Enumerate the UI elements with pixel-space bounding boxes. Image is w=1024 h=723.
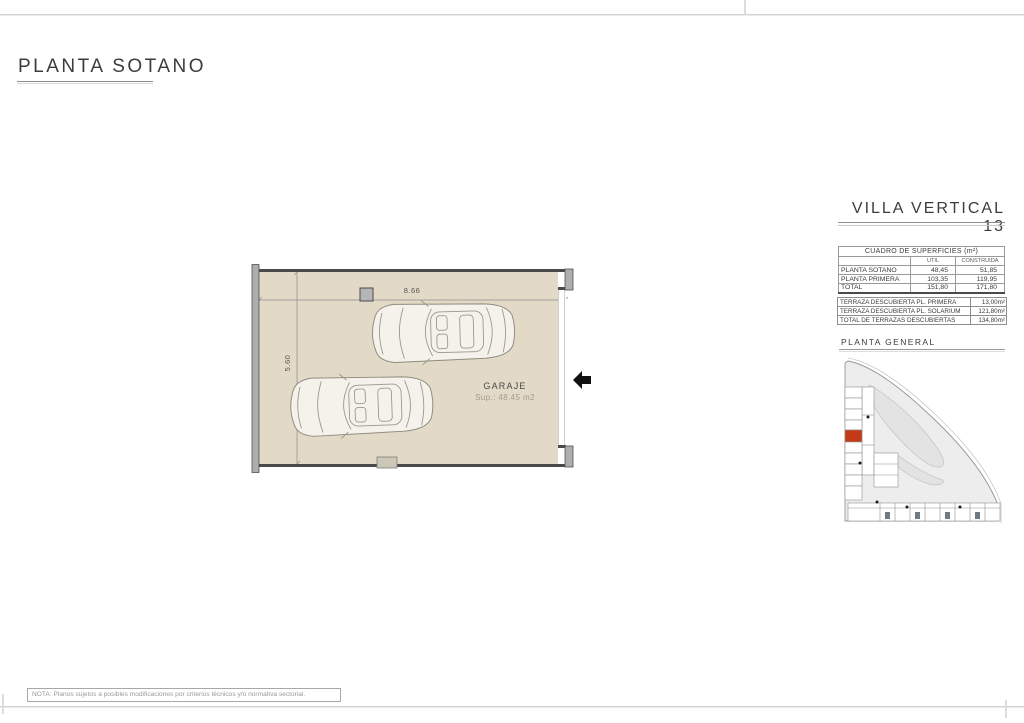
table-row [839, 284, 1005, 293]
row-label: TOTAL DE TERRAZAS DESCUBIERTAS [838, 316, 971, 325]
floor-plan-garage [250, 264, 592, 476]
row-label: PLANTA SOTANO [839, 266, 911, 275]
highlighted-unit [845, 430, 862, 442]
row-label: PLANTA PRIMERA [839, 275, 911, 284]
sheet-title-underline [17, 81, 153, 84]
surfaces-table-title-row [839, 247, 1005, 257]
page-frame-top [0, 14, 1024, 16]
row-value: 13,00m² [971, 298, 1007, 307]
wall-top [259, 269, 573, 272]
row-util: 48,45 [911, 266, 956, 275]
row-construida: 171,80 [956, 284, 1005, 293]
wall-bottom [259, 464, 573, 467]
col-header-util: UTIL [911, 257, 956, 266]
garage-drawing [250, 264, 592, 476]
project-title-underline [838, 222, 1005, 226]
project-title: VILLA VERTICAL 13 [851, 200, 1005, 235]
table-row [838, 298, 1007, 307]
dimension-height-label: 5.60 [283, 354, 292, 372]
wall-right-top [565, 269, 573, 290]
site-plan-title-underline [839, 349, 1005, 352]
sheet-title: PLANTA SOTANO [18, 56, 207, 77]
row-label: TERRAZA DESCUBIERTA PL. SOLARIUM [838, 307, 971, 316]
wall-left [252, 265, 259, 473]
site-corridor [862, 387, 874, 475]
garage-floor [259, 272, 558, 465]
row-label: TERRAZA DESCUBIERTA PL. PRIMERA [838, 298, 971, 307]
row-value: 134,80m² [971, 316, 1007, 325]
site-plan-title: PLANTA GENERAL [841, 337, 936, 347]
site-unit-cluster [874, 453, 898, 487]
row-util: 103,35 [911, 275, 956, 284]
table-row [839, 266, 1005, 275]
note-box: NOTA: Planos sujetos a posibles modificaciones por criterios técnicos y/o normativa sectorial. [27, 688, 341, 702]
entry-arrow-icon [573, 371, 591, 389]
page-frame-bottom [0, 706, 1024, 708]
page-frame-tick-top [744, 0, 746, 15]
table-row [839, 275, 1005, 284]
surfaces-table [838, 246, 1005, 294]
room-label: GARAJE [483, 381, 527, 391]
bottom-wall-element [377, 457, 397, 468]
row-util: 151,80 [911, 284, 956, 293]
terraces-table [837, 297, 1007, 325]
page-frame-tick-right [1005, 700, 1007, 718]
wall-right-bottom [565, 446, 573, 467]
room-area-label: Sup.: 48.45 m2 [475, 393, 535, 402]
table-row [838, 316, 1007, 325]
surfaces-table-title: CUADRO DE SUPERFICIES (m²) [839, 247, 1005, 257]
car-top-view-icon [290, 371, 434, 440]
row-construida: 119,95 [956, 275, 1005, 284]
dimension-width-label: 8.66 [403, 286, 421, 295]
page-frame-tick-left [2, 694, 4, 714]
site-plan-map [840, 357, 1006, 525]
car-top-view-icon [372, 298, 516, 366]
col-header-construida: CONSTRUIDA [956, 257, 1005, 266]
row-value: 121,80m² [971, 307, 1007, 316]
row-construida: 51,85 [956, 266, 1005, 275]
row-label: TOTAL [839, 284, 911, 293]
table-row [838, 307, 1007, 316]
surfaces-table-header-row [839, 257, 1005, 266]
